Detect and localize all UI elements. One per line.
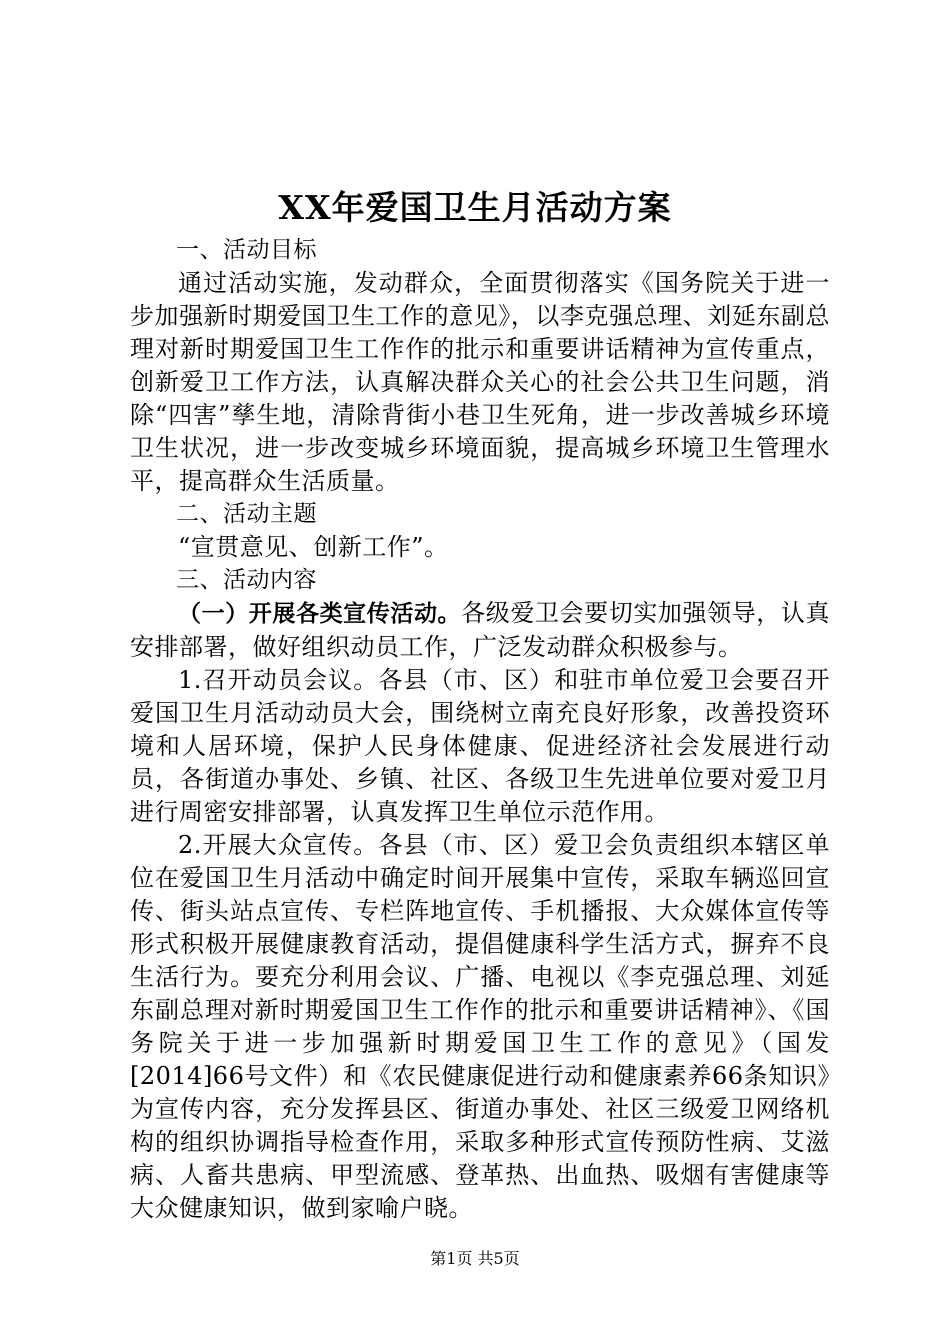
sub1-text: 各级爱卫会要切实加强领导，认真安排部署，做好组织动员工作，广泛发动群众积极参与。 [130, 599, 831, 661]
document-body [130, 234, 830, 1225]
section2-paragraph: “宣贯意见、创新工作”。 [178, 533, 449, 561]
sub1-paragraph [130, 597, 830, 664]
page-footer: 第1页 共5页 [430, 1249, 520, 1268]
section2-heading: 二、活动主题 [176, 501, 317, 527]
item1-paragraph: 1.召开动员会议。各县（市、区）和驻市单位爱卫会要召开爱国卫生月活动动员大会，围绕树立南充良好形象，改善投资环境和人居环境，保护人民身体健康、促进经济社会发展进行动员，各街道办事处、乡镇、社区、各级卫生先进单位要对爱卫月进行周密安排部署，认真发挥卫生单位示范作用。 [130, 666, 830, 826]
section1-paragraph: 通过活动实施，发动群众，全面贯彻落实《国务院关于进一步加强新时期爱国卫生工作的意见》，以李克强总理、刘延东副总理对新时期爱国卫生工作作的批示和重要讲话精神为宣传重点，创新爱卫工作方法，认真解决群众关心的社会公共卫生问题，消除“四害”孳生地，清除背街小巷卫生死角，进一步改善城乡环境卫生状况，进一步改变城乡环境面貌，提高城乡环境卫生管理水平，提高群众生活质量。 [130, 269, 830, 495]
document-title: XX年爱国卫生月活动方案 [278, 188, 672, 227]
sub1-heading: （一）开展各类宣传活动。 [178, 601, 462, 627]
section3-heading: 三、活动内容 [176, 567, 317, 593]
section1-heading: 一、活动目标 [176, 237, 317, 263]
item2-paragraph: 2.开展大众宣传。各县（市、区）爱卫会负责组织本辖区单位在爱国卫生月活动中确定时间开展集中宣传，采取车辆巡回宣传、街头站点宣传、专栏阵地宣传、手机播报、大众媒体宣传等形式积极开展健康教育活动，提倡健康科学生活方式，摒弃不良生活行为。要充分利用会议、广播、电视以《李克强总理、刘延东副总理对新时期爱国卫生工作作的批示和重要讲话精神》、《国务院关于进一步加强新时期爱国卫生工作的意见》（国发[2014]66号文件）和《农民健康促进行动和健康素养66条知识》为宣传内容，充分发挥县区、街道办事处、社区三级爱卫网络机构的组织协调指导检查作用，采取多种形式宣传预防性病、艾滋病、人畜共患病、甲型流感、登革热、出血热、吸烟有害健康等大众健康知识，做到家喻户晓。 [130, 831, 830, 1222]
